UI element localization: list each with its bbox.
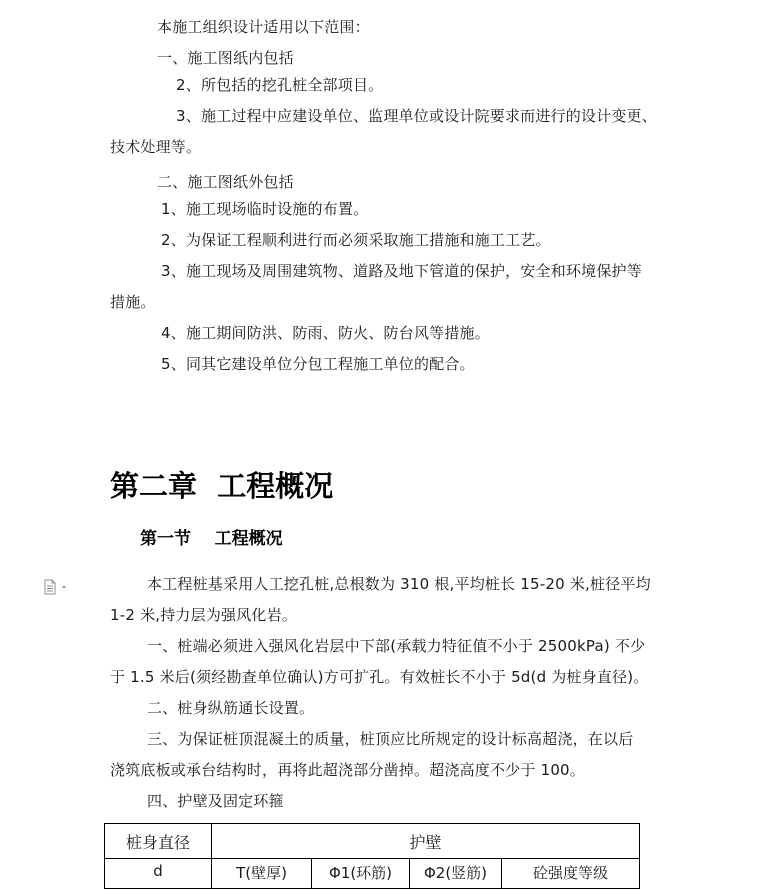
- scope-intro: 本施工组织设计适用以下范围：: [157, 18, 370, 36]
- body-para-3: 二、桩身纵筋通长设置。: [147, 699, 315, 717]
- body-para-4-cont: 浇筑底板或承台结构时，再将此超浇部分凿掉。超浇高度不少于 100。: [110, 761, 586, 779]
- scope-outside-item-3: 3、施工现场及周围建筑物、道路及地下管道的保护，安全和环境保护等: [161, 262, 642, 280]
- subheader-concrete-grade: 砼强度等级: [502, 859, 640, 889]
- document-icon: [43, 579, 69, 595]
- body-para-5: 四、护壁及固定环箍: [147, 792, 284, 810]
- scope-outside-item-2: 2、为保证工程顺利进行而必须采取施工措施和施工工艺。: [161, 231, 551, 249]
- subheader-thickness: T(壁厚): [212, 859, 312, 889]
- chevron-down-icon: [62, 586, 66, 589]
- subheader-ring-rebar: Φ1(环筋): [312, 859, 410, 889]
- body-para-4: 三、为保证桩顶混凝土的质量，桩顶应比所规定的设计标高超浇，在以后: [147, 730, 634, 748]
- scope-outside-item-3-cont: 措施。: [110, 293, 156, 311]
- body-para-1: 本工程桩基采用人工挖孔桩,总根数为 310 根,平均桩长 15-20 米,桩径平均: [147, 575, 651, 593]
- subheader-vertical-rebar: Φ2(竖筋): [410, 859, 502, 889]
- scope-inside-item-3-cont: 技术处理等。: [110, 138, 202, 156]
- header-pile-diameter: 桩身直径: [105, 824, 212, 859]
- body-para-2: 一、桩端必须进入强风化岩层中下部(承载力特征值不小于 2500kPa) 不少: [147, 637, 646, 655]
- section-title: 第一节 工程概况: [140, 529, 283, 549]
- header-wall: 护壁: [212, 824, 640, 859]
- scope-inside-item-3: 3、施工过程中应建设单位、监理单位或设计院要求而进行的设计变更、: [176, 107, 657, 125]
- scope-inside-item-2: 2、所包括的挖孔桩全部项目。: [176, 76, 384, 94]
- subheader-d: d: [105, 859, 212, 889]
- scope-outside-item-1: 1、施工现场临时设施的布置。: [161, 200, 369, 218]
- document-comment-icon[interactable]: [43, 579, 69, 595]
- pile-wall-table: [104, 823, 640, 889]
- body-para-2-cont: 于 1.5 米后(须经勘查单位确认)方可扩孔。有效桩长不小于 5d(d 为桩身直径)。: [110, 668, 649, 686]
- scope-outside-item-5: 5、同其它建设单位分包工程施工单位的配合。: [161, 355, 475, 373]
- scope-outside-item-4: 4、施工期间防洪、防雨、防火、防台风等措施。: [161, 324, 490, 342]
- chapter-title: 第二章 工程概况: [110, 469, 334, 503]
- body-para-1-cont: 1-2 米,持力层为强风化岩。: [110, 606, 298, 624]
- scope-outside-heading: 二、施工图纸外包括: [157, 173, 294, 191]
- scope-inside-heading: 一、施工图纸内包括: [157, 49, 294, 67]
